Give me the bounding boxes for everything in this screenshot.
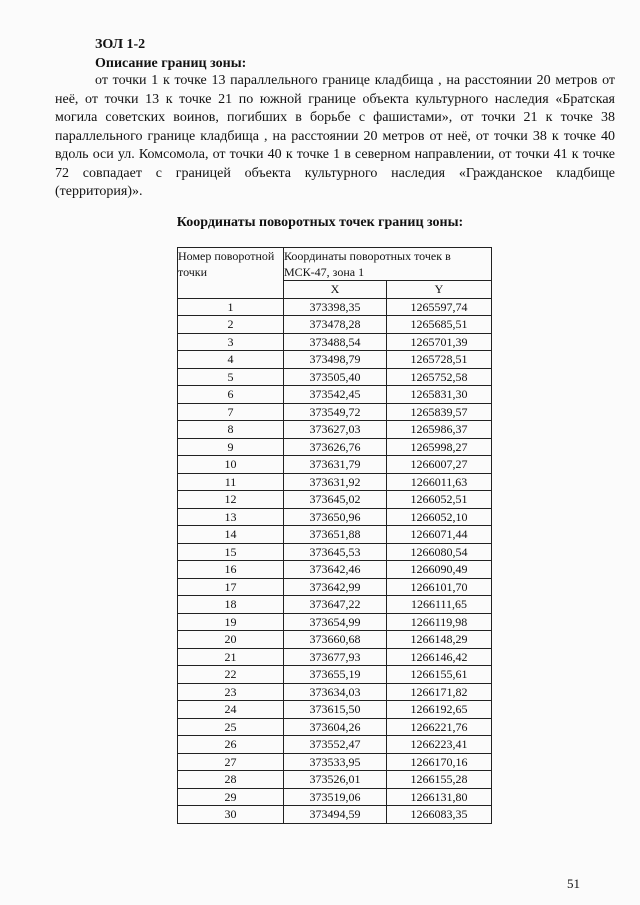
- table-row: [178, 298, 492, 316]
- x-coordinate-cell: 373655,19: [284, 666, 387, 684]
- x-coordinate-cell: 373615,50: [284, 701, 387, 719]
- table-row: [178, 683, 492, 701]
- x-coordinate-cell: 373542,45: [284, 386, 387, 404]
- y-coordinate-cell: 1266146,42: [387, 648, 492, 666]
- x-coordinate-cell: 373660,68: [284, 631, 387, 649]
- zone-boundary-description: от точки 1 к точке 13 параллельного границе кладбища , на расстоянии 20 метров от неё, от точки 13 к точке 21 по южной границе объекта культурного наследия «Братская могила советских воинов, погибших в борьбе с фашистами», от точки 21 к точке 38 параллельного границе кладбища , на расстоянии 20 метров от неё, от точки 38 к точке 40 вдоль оси ул. Комсомола, от точки 40 к точке 1 в северном направлении, от точки 41 к точке 72 совпадает с границей объекта культурного наследия «Гражданское кладбище (территория)».: [55, 73, 615, 199]
- table-row: [178, 526, 492, 544]
- point-number-cell: 14: [178, 526, 284, 544]
- table-row: [178, 543, 492, 561]
- x-coordinate-cell: 373398,35: [284, 298, 387, 316]
- y-coordinate-cell: 1265728,51: [387, 351, 492, 369]
- x-coordinate-cell: 373498,79: [284, 351, 387, 369]
- header-point-number: Номер поворотной точки: [178, 248, 284, 299]
- table-title: Координаты поворотных точек границ зоны:: [176, 215, 464, 230]
- table-row: [178, 456, 492, 474]
- point-number-cell: 26: [178, 736, 284, 754]
- x-coordinate-cell: 373626,76: [284, 438, 387, 456]
- point-number-cell: 5: [178, 368, 284, 386]
- table-row: [178, 648, 492, 666]
- x-coordinate-cell: 373654,99: [284, 613, 387, 631]
- point-number-cell: 25: [178, 718, 284, 736]
- x-coordinate-cell: 373505,40: [284, 368, 387, 386]
- header-y: Y: [387, 281, 492, 299]
- x-coordinate-cell: 373645,53: [284, 543, 387, 561]
- point-number-cell: 11: [178, 473, 284, 491]
- x-coordinate-cell: 373526,01: [284, 771, 387, 789]
- coordinates-table: [177, 247, 492, 824]
- table-row: [178, 788, 492, 806]
- x-coordinate-cell: 373651,88: [284, 526, 387, 544]
- y-coordinate-cell: 1266155,61: [387, 666, 492, 684]
- table-row: [178, 596, 492, 614]
- x-coordinate-cell: 373677,93: [284, 648, 387, 666]
- point-number-cell: 10: [178, 456, 284, 474]
- table-row: [178, 473, 492, 491]
- table-row: [178, 333, 492, 351]
- point-number-cell: 13: [178, 508, 284, 526]
- table-row: [178, 438, 492, 456]
- y-coordinate-cell: 1265701,39: [387, 333, 492, 351]
- x-coordinate-cell: 373519,06: [284, 788, 387, 806]
- point-number-cell: 24: [178, 701, 284, 719]
- x-coordinate-cell: 373650,96: [284, 508, 387, 526]
- point-number-cell: 29: [178, 788, 284, 806]
- y-coordinate-cell: 1265986,37: [387, 421, 492, 439]
- point-number-cell: 23: [178, 683, 284, 701]
- y-coordinate-cell: 1265752,58: [387, 368, 492, 386]
- table-row: [178, 561, 492, 579]
- y-coordinate-cell: 1266011,63: [387, 473, 492, 491]
- y-coordinate-cell: 1266221,76: [387, 718, 492, 736]
- x-coordinate-cell: 373549,72: [284, 403, 387, 421]
- y-coordinate-cell: 1266007,27: [387, 456, 492, 474]
- x-coordinate-cell: 373634,03: [284, 683, 387, 701]
- y-coordinate-cell: 1266111,65: [387, 596, 492, 614]
- x-coordinate-cell: 373631,79: [284, 456, 387, 474]
- table-row: [178, 368, 492, 386]
- y-coordinate-cell: 1266170,16: [387, 753, 492, 771]
- y-coordinate-cell: 1266052,51: [387, 491, 492, 509]
- point-number-cell: 16: [178, 561, 284, 579]
- section-title: Описание границ зоны:: [95, 56, 247, 71]
- x-coordinate-cell: 373494,59: [284, 806, 387, 824]
- table-row: [178, 491, 492, 509]
- y-coordinate-cell: 1265839,57: [387, 403, 492, 421]
- x-coordinate-cell: 373647,22: [284, 596, 387, 614]
- point-number-cell: 21: [178, 648, 284, 666]
- zone-title: ЗОЛ 1-2: [95, 37, 146, 52]
- point-number-cell: 1: [178, 298, 284, 316]
- table-body: [178, 298, 492, 823]
- point-number-cell: 15: [178, 543, 284, 561]
- table-row: [178, 701, 492, 719]
- y-coordinate-cell: 1265597,74: [387, 298, 492, 316]
- point-number-cell: 9: [178, 438, 284, 456]
- table-row: [178, 718, 492, 736]
- y-coordinate-cell: 1266192,65: [387, 701, 492, 719]
- x-coordinate-cell: 373627,03: [284, 421, 387, 439]
- y-coordinate-cell: 1266083,35: [387, 806, 492, 824]
- point-number-cell: 18: [178, 596, 284, 614]
- point-number-cell: 4: [178, 351, 284, 369]
- x-coordinate-cell: 373642,46: [284, 561, 387, 579]
- y-coordinate-cell: 1266171,82: [387, 683, 492, 701]
- point-number-cell: 30: [178, 806, 284, 824]
- point-number-cell: 2: [178, 316, 284, 334]
- table-row: [178, 316, 492, 334]
- y-coordinate-cell: 1266223,41: [387, 736, 492, 754]
- y-coordinate-cell: 1266080,54: [387, 543, 492, 561]
- x-coordinate-cell: 373478,28: [284, 316, 387, 334]
- table-row: [178, 631, 492, 649]
- table-row: [178, 508, 492, 526]
- table-row: [178, 351, 492, 369]
- table-row: [178, 736, 492, 754]
- x-coordinate-cell: 373645,02: [284, 491, 387, 509]
- y-coordinate-cell: 1265831,30: [387, 386, 492, 404]
- y-coordinate-cell: 1266148,29: [387, 631, 492, 649]
- y-coordinate-cell: 1266119,98: [387, 613, 492, 631]
- table-row: [178, 613, 492, 631]
- x-coordinate-cell: 373604,26: [284, 718, 387, 736]
- point-number-cell: 8: [178, 421, 284, 439]
- point-number-cell: 17: [178, 578, 284, 596]
- y-coordinate-cell: 1266071,44: [387, 526, 492, 544]
- x-coordinate-cell: 373552,47: [284, 736, 387, 754]
- y-coordinate-cell: 1266155,28: [387, 771, 492, 789]
- x-coordinate-cell: 373642,99: [284, 578, 387, 596]
- table-row: [178, 806, 492, 824]
- x-coordinate-cell: 373488,54: [284, 333, 387, 351]
- header-x: X: [284, 281, 387, 299]
- table-row: [178, 386, 492, 404]
- table-row: [178, 771, 492, 789]
- point-number-cell: 20: [178, 631, 284, 649]
- table-row: [178, 403, 492, 421]
- y-coordinate-cell: 1265685,51: [387, 316, 492, 334]
- y-coordinate-cell: 1266052,10: [387, 508, 492, 526]
- point-number-cell: 19: [178, 613, 284, 631]
- table-row: [178, 666, 492, 684]
- y-coordinate-cell: 1266090,49: [387, 561, 492, 579]
- x-coordinate-cell: 373533,95: [284, 753, 387, 771]
- point-number-cell: 7: [178, 403, 284, 421]
- table-row: [178, 421, 492, 439]
- point-number-cell: 28: [178, 771, 284, 789]
- table-row: [178, 753, 492, 771]
- point-number-cell: 12: [178, 491, 284, 509]
- y-coordinate-cell: 1266131,80: [387, 788, 492, 806]
- page-number: 51: [567, 876, 580, 891]
- point-number-cell: 3: [178, 333, 284, 351]
- x-coordinate-cell: 373631,92: [284, 473, 387, 491]
- header-coordinates: Координаты поворотных точек в МСК-47, зона 1: [284, 248, 492, 281]
- point-number-cell: 27: [178, 753, 284, 771]
- point-number-cell: 6: [178, 386, 284, 404]
- table-row: [178, 578, 492, 596]
- point-number-cell: 22: [178, 666, 284, 684]
- y-coordinate-cell: 1265998,27: [387, 438, 492, 456]
- y-coordinate-cell: 1266101,70: [387, 578, 492, 596]
